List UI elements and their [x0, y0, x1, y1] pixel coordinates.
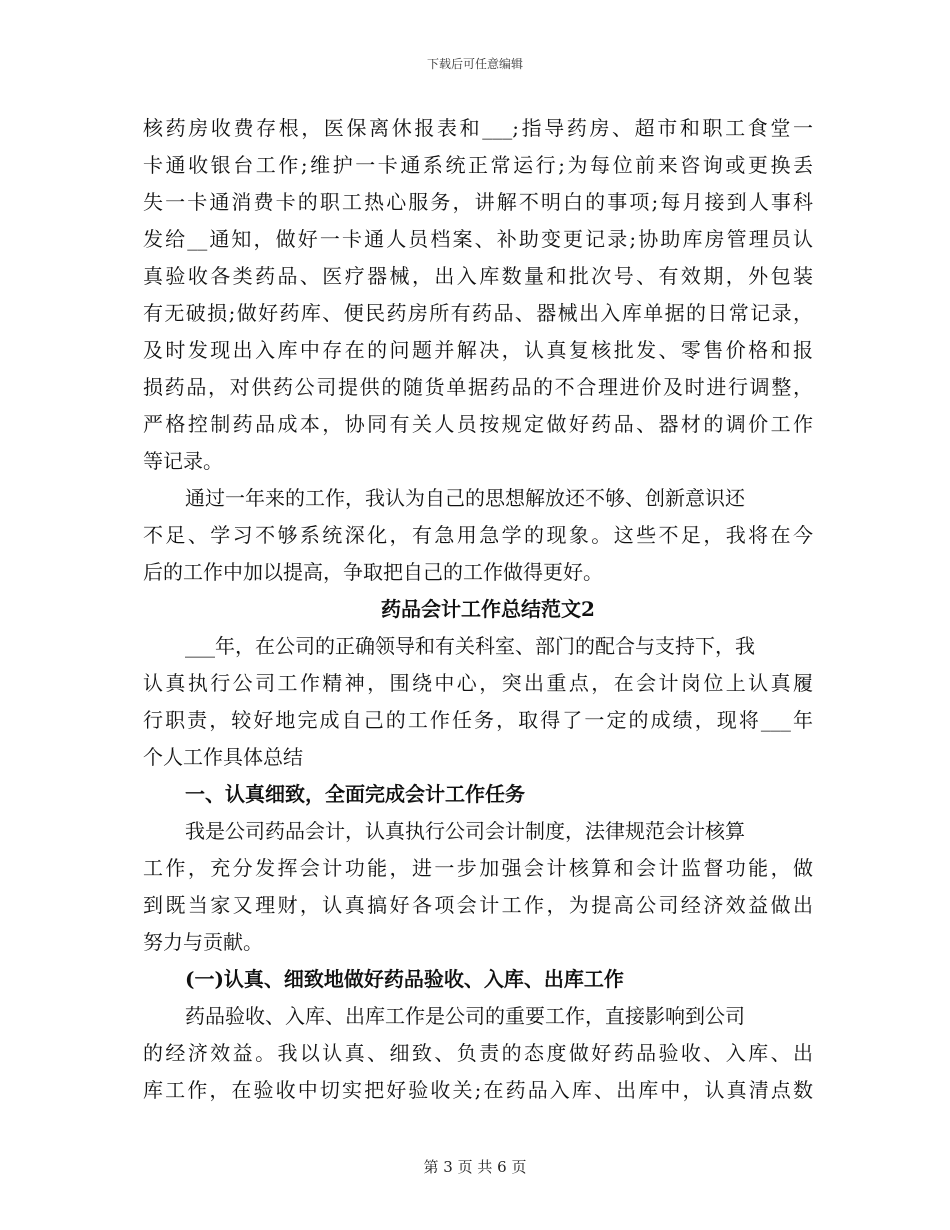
subsection-heading: (一)认真、细致地做好药品验收、入库、出库工作: [185, 967, 624, 991]
body-line: 失一卡通消费卡的职工热心服务，讲解不明白的事项;每月接到人事科: [143, 190, 813, 214]
paragraph-first-line: 药品验收、入库、出库工作是公司的重要工作，直接影响到公司: [185, 1004, 745, 1028]
section-title: 药品会计工作总结范文2: [381, 597, 595, 621]
body-line: 到既当家又理财，认真搞好各项会计工作，为提高公司经济效益做出: [143, 893, 813, 917]
body-line: 有无破损;做好药库、便民药房所有药品、器械出入库单据的日常记录，: [143, 301, 813, 325]
page-footer: 第 3 页 共 6 页: [423, 1158, 527, 1176]
body-line: 行职责，较好地完成自己的工作任务，取得了一定的成绩，现将___年: [143, 708, 813, 732]
body-line: 后的工作中加以提高，争取把自己的工作做得更好。: [143, 560, 603, 584]
body-line: 及时发现出入库中存在的问题并解决，认真复核批发、零售价格和报: [143, 338, 813, 362]
body-line: 真验收各类药品、医疗器械，出入库数量和批次号、有效期，外包装: [143, 264, 813, 288]
body-line: 努力与贡献。: [143, 930, 263, 954]
body-line: 认真执行公司工作精神，围绕中心，突出重点，在会计岗位上认真履: [143, 671, 813, 695]
paragraph-first-line: 我是公司药品会计，认真执行公司会计制度，法律规范会计核算: [185, 819, 745, 843]
body-line: 的经济效益。我以认真、细致、负责的态度做好药品验收、入库、出: [143, 1041, 813, 1065]
body-line: 发给__通知，做好一卡通人员档案、补助变更记录;协助库房管理员认: [143, 227, 813, 251]
body-line: 库工作，在验收中切实把好验收关;在药品入库、出库中，认真清点数: [143, 1078, 813, 1102]
body-line: 损药品，对供药公司提供的随货单据药品的不合理进价及时进行调整，: [143, 375, 813, 399]
paragraph-first-line: ___年，在公司的正确领导和有关科室、部门的配合与支持下，我: [185, 634, 755, 658]
page-header: 下载后可任意编辑: [426, 57, 523, 71]
body-line: 个人工作具体总结: [143, 745, 303, 769]
body-line: 卡通收银台工作;维护一卡通系统正常运行;为每位前来咨询或更换丢: [143, 153, 813, 177]
paragraph-first-line: 通过一年来的工作，我认为自己的思想解放还不够、创新意识还: [185, 486, 745, 510]
body-line: 不足、学习不够系统深化，有急用急学的现象。这些不足，我将在今: [143, 523, 813, 547]
document-body: [143, 110, 813, 1109]
body-line: 核药房收费存根，医保离休报表和___;指导药房、超市和职工食堂一: [143, 116, 813, 140]
body-line: 工作，充分发挥会计功能，进一步加强会计核算和会计监督功能，做: [143, 856, 813, 880]
body-line: 严格控制药品成本，协同有关人员按规定做好药品、器材的调价工作: [143, 412, 813, 436]
body-line: 等记录。: [143, 449, 223, 473]
subsection-heading: 一、认真细致，全面完成会计工作任务: [185, 782, 525, 806]
